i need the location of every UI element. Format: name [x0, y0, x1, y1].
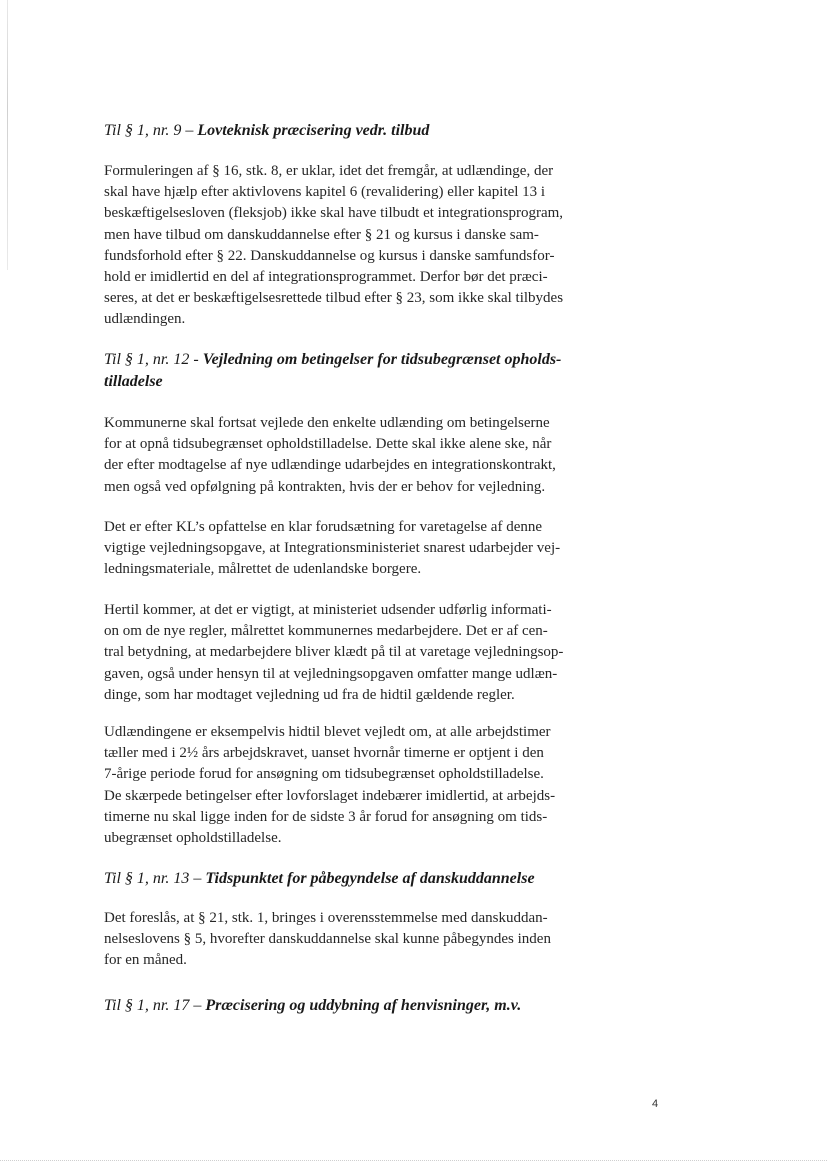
section-heading-nr12 [104, 349, 561, 370]
section-heading-nr9 [104, 120, 429, 141]
heading-title: Præcisering og uddybning af henvisninger, m.v. [205, 997, 522, 1014]
heading-prefix: Til § 1, nr. 13 – [104, 870, 206, 887]
scan-edge-line [7, 0, 8, 270]
paragraph: Udlændingene er eksempelvis hidtil blevet vejledt om, at alle arbejdstimer tæller med i 2½ års arbejdskravet, uanset hvornår timerne er optjent i den 7-årige periode forud for ansøgning om tidsubegrænset opholdstilladelse. De skærpede betingelser efter lovforslaget indebærer imidlertid, at arbejds- timerne nu skal ligge inden for de sidste 3 år forud for ansøgning om tids- ubegrænset opholdstilladelse. [104, 724, 556, 847]
paragraph: Hertil kommer, at det er vigtigt, at ministeriet udsender udførlig informati- on om de nye regler, målrettet kommunernes medarbejdere. Det er af cen- tral betydning, at medarbejdere bliver klædt på til at varetage vejledningsop- gaven, også under hensyn til at vejledningsopgaven omfatter mange udlæn- dinge, som har modtaget vejledning ud fra de hidtil gældende regler. [104, 602, 564, 703]
heading-title: Vejledning om betingelser for tidsubegrænset opholds- [202, 351, 562, 368]
heading-title: Lovteknisk præcisering vedr. tilbud [197, 122, 430, 139]
section-heading-nr12-line2 [104, 371, 163, 392]
page-number: 4 [652, 1098, 659, 1110]
scan-bottom-edge [0, 1160, 827, 1162]
heading-prefix: Til § 1, nr. 17 – [104, 997, 206, 1014]
heading-prefix: Til § 1, nr. 9 – [104, 122, 198, 139]
section-heading-nr13 [104, 868, 535, 889]
heading-title: Tidspunktet for påbegyndelse af danskuddannelse [205, 870, 535, 887]
section-heading-nr17 [104, 995, 521, 1016]
heading-title-continued: tilladelse [104, 373, 163, 390]
paragraph: Det er efter KL’s opfattelse en klar forudsætning for varetagelse af denne vigtige vejledningsopgave, at Integrationsministeriet snarest udarbejder vej- ledningsmateriale, målrettet de udenlandske borgere. [104, 519, 561, 578]
heading-prefix: Til § 1, nr. 12 - [104, 351, 203, 368]
paragraph: Det foreslås, at § 21, stk. 1, bringes i overensstemmelse med danskuddan- nelseslovens § 5, hvorefter danskuddannelse skal kunne påbegyndes inden for en måned. [104, 910, 551, 969]
paragraph: Formuleringen af § 16, stk. 8, er uklar, idet det fremgår, at udlændinge, der skal have hjælp efter aktivlovens kapitel 6 (revalidering) eller kapitel 13 i beskæftigelsesloven (fleksjob) ikke skal have tilbudt et integrationsprogram, men have tilbud om danskuddannelse efter § 21 og kursus i danske sam- fundsforhold efter § 22. Danskuddannelse og kursus i danske samfundsfor- hold er imidlertid en del af integrationsprogrammet. Derfor bør det præci- seres, at det er beskæftigelsesrettede tilbud efter § 23, som ikke skal tilbydes udlændingen. [104, 163, 564, 328]
paragraph: Kommunerne skal fortsat vejlede den enkelte udlænding om betingelserne for at opnå tidsubegrænset opholdstilladelse. Dette skal ikke alene ske, når der efter modtagelse af nye udlændinge udarbejdes en integrationskontrakt, men også ved opfølgning på kontrakten, hvis der er behov for vejledning. [104, 415, 556, 495]
